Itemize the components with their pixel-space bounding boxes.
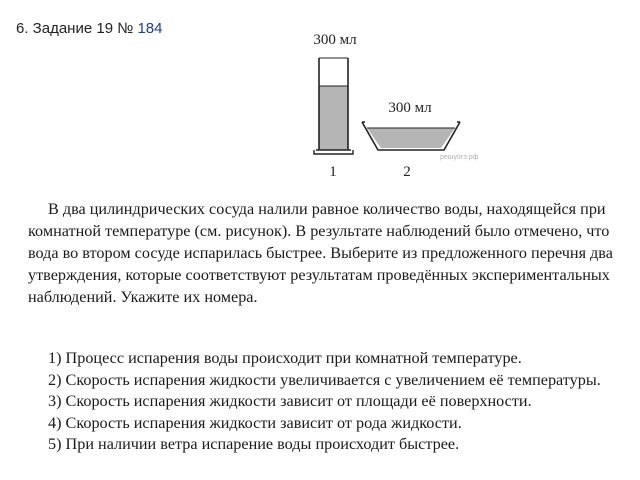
vessel-2-volume-label: 300 мл bbox=[388, 100, 432, 116]
answer-options-list bbox=[28, 348, 632, 456]
answer-option-3: 3) Скорость испарения жидкости зависит от площади её поверхности. bbox=[48, 392, 532, 410]
experiment-figure bbox=[290, 18, 480, 188]
vessel-1-water bbox=[319, 86, 348, 150]
vessel-1-tall-cylinder bbox=[314, 58, 353, 154]
question-paragraph: В два цилиндрических сосуда налили равное количество воды, находящейся при комнатной температуре (см. рисунок). В результате наблюдений было отмечено, что вода во втором сосуде испарилась быстрее. Выберите из предложенного перечня два утверждения, которые соответствуют результатам проведённых экспериментальных наблюдений. Укажите их номера. bbox=[28, 200, 613, 306]
task-number-link[interactable]: 184 bbox=[137, 20, 163, 37]
question-text bbox=[28, 198, 632, 308]
task-title: 6. Задание 19 № bbox=[16, 20, 134, 37]
task-header bbox=[16, 20, 163, 37]
vessel-1-volume-label: 300 мл bbox=[313, 32, 357, 48]
answer-option-2: 2) Скорость испарения жидкости увеличивается с увеличением её температуры. bbox=[48, 370, 601, 389]
watermark: решуогэ.рф bbox=[440, 154, 479, 161]
answer-option-1: 1) Процесс испарения воды происходит при комнатной температуре. bbox=[48, 349, 522, 367]
answer-option-5: 5) При наличии ветра испарение воды происходит быстрее. bbox=[48, 435, 460, 453]
vessel-2-wide-dish bbox=[362, 122, 460, 150]
vessel-1-number: 1 bbox=[329, 164, 337, 180]
answer-option-4: 4) Скорость испарения жидкости зависит от рода жидкости. bbox=[48, 413, 462, 432]
vessel-2-water bbox=[367, 128, 455, 148]
vessel-2-number: 2 bbox=[403, 164, 411, 180]
